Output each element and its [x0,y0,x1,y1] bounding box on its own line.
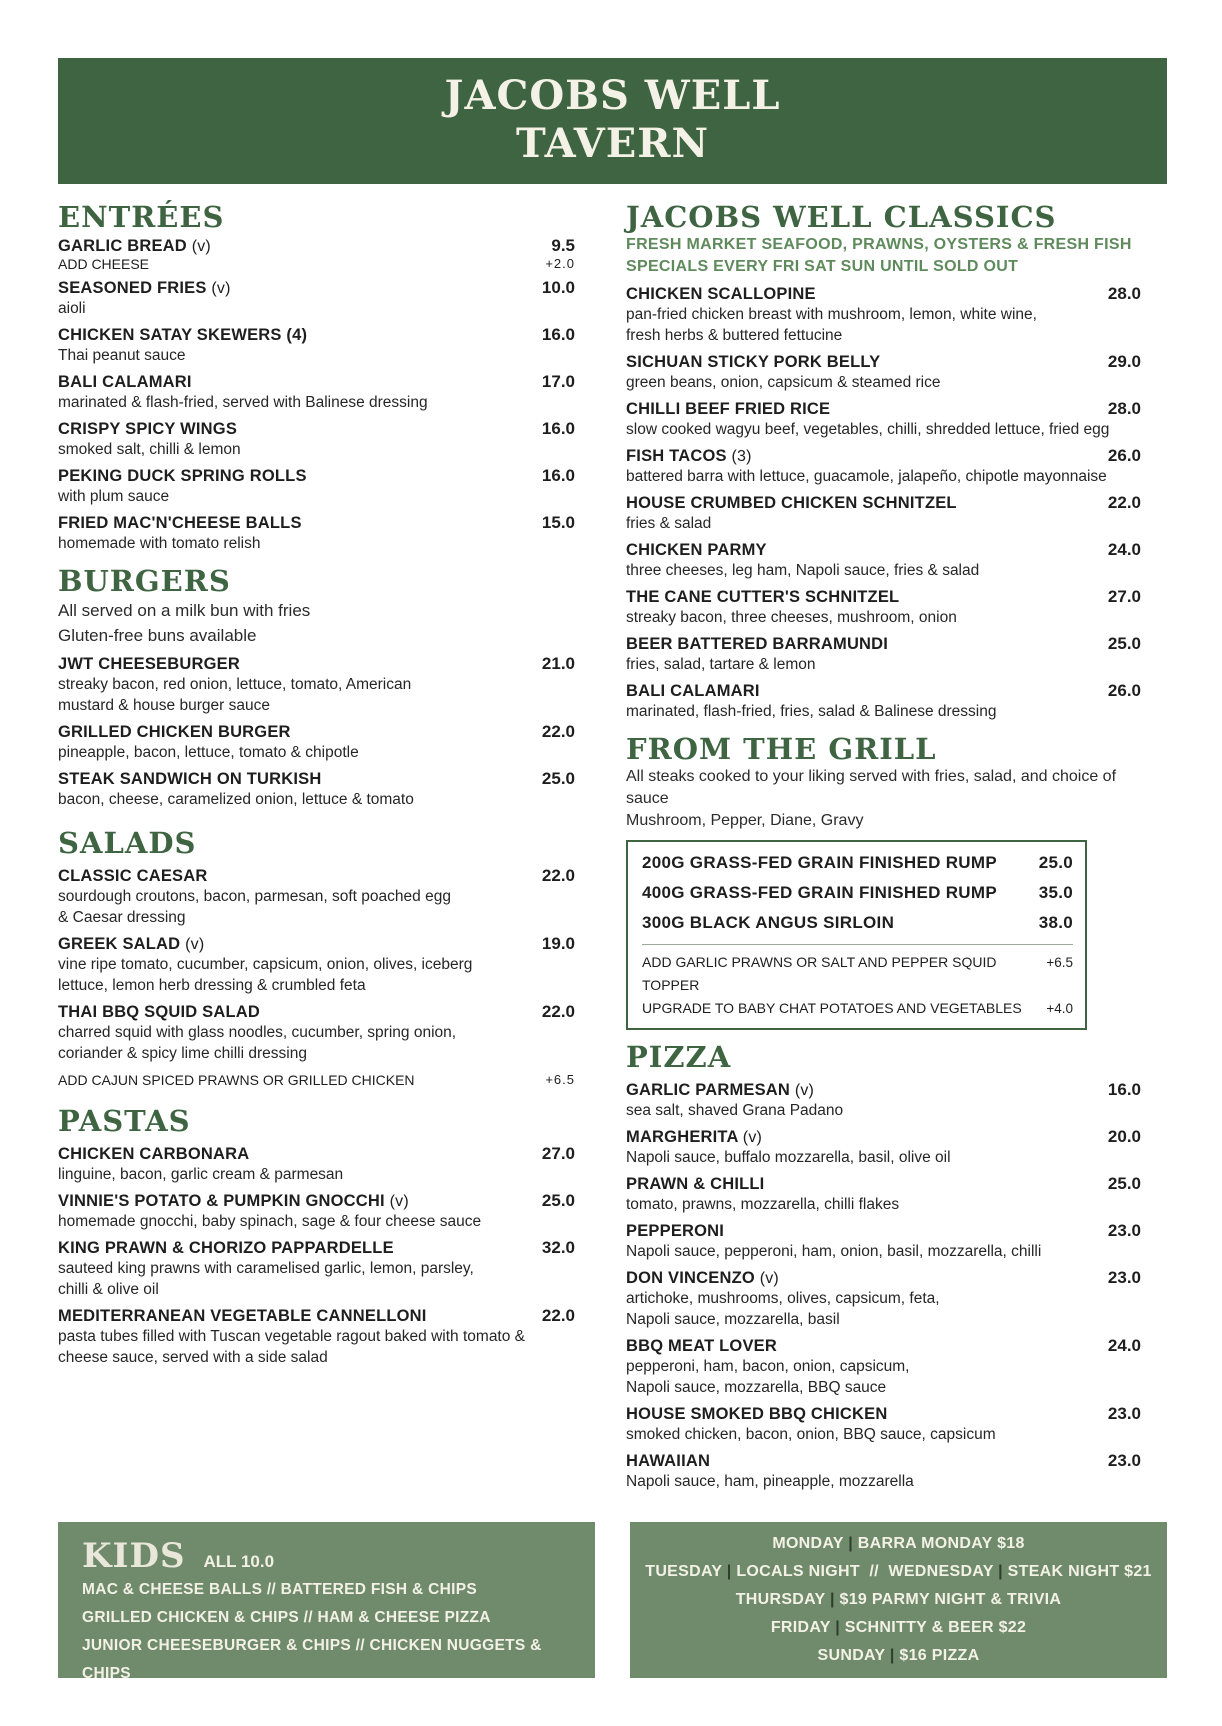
item-name: THE CANE CUTTER'S SCHNITZEL [626,588,900,606]
item-price: 32.0 [541,1238,575,1257]
menu-item [626,446,1141,487]
menu-item [58,372,575,413]
item-name: CHICKEN SCALLOPINE [626,285,816,303]
item-name: GARLIC BREAD [58,237,187,255]
menu-item [58,769,575,810]
addon-price: +2.0 [545,256,575,271]
divider [642,944,1073,945]
item-desc: aioli [58,300,86,317]
special-sunday: SUNDAY | $16 PIZZA [817,1647,980,1664]
item-name: BALI CALAMARI [626,682,760,700]
item-desc: fries, salad, tartare & lemon [626,656,816,673]
menu-item [626,399,1141,440]
item-desc: Napoli sauce, buffalo mozzarella, basil, olive oil [626,1149,951,1166]
item-name: MARGHERITA [626,1128,738,1146]
item-name: FISH TACOS [626,447,727,465]
item-name: THAI BBQ SQUID SALAD [58,1003,260,1021]
addon-label: UPGRADE TO BABY CHAT POTATOES AND VEGETABLES [642,1000,1022,1016]
item-price: 28.0 [1107,399,1141,418]
item-desc: bacon, cheese, caramelized onion, lettuce & tomato [58,791,414,808]
menu-item [58,236,575,272]
item-desc: battered barra with lettuce, guacamole, jalapeño, chipotle mayonnaise [626,468,1107,485]
special-friday: FRIDAY | SCHNITTY & BEER $22 [770,1619,1027,1636]
menu-item [58,1191,575,1232]
item-price: 10.0 [541,278,575,297]
right-column [626,200,1141,1492]
item-price: 29.0 [1107,352,1141,371]
item-name: 400G GRASS-FED GRAIN FINISHED RUMP [642,883,997,902]
item-name: GRILLED CHICKEN BURGER [58,723,291,741]
item-price: 15.0 [541,513,575,532]
item-name: HAWAIIAN [626,1452,711,1470]
item-desc: Napoli sauce, ham, pineapple, mozzarella [626,1473,914,1490]
item-price: 16.0 [541,325,575,344]
item-price: 16.0 [541,419,575,438]
item-name: CLASSIC CAESAR [58,867,208,885]
menu-item [58,1002,575,1064]
menu-item [626,1221,1141,1262]
menu-item [626,1080,1141,1121]
item-name: MEDITERRANEAN VEGETABLE CANNELLONI [58,1307,427,1325]
item-price: 38.0 [1038,913,1073,932]
item-price: 22.0 [1107,493,1141,512]
item-price: 25.0 [1038,853,1073,872]
menu-item [58,934,575,996]
item-price: 16.0 [541,466,575,485]
item-desc: artichoke, mushrooms, olives, capsicum, feta, Napoli sauce, mozzarella, basil [626,1290,940,1328]
item-price: 16.0 [1107,1080,1141,1099]
item-name: CHICKEN CARBONARA [58,1145,250,1163]
menu-item [58,866,575,928]
left-column [58,200,575,1368]
menu-item [626,1451,1141,1492]
item-desc: with plum sauce [58,488,170,505]
item-name: VINNIE'S POTATO & PUMPKIN GNOCCHI [58,1192,385,1210]
menu-item [58,654,575,716]
menu-item [626,634,1141,675]
kids-line: GRILLED CHICKEN & CHIPS // HAM & CHEESE PIZZA [82,1609,491,1626]
item-desc: pineapple, bacon, lettuce, tomato & chipotle [58,744,359,761]
menu-item [58,1306,575,1368]
kids-price: ALL 10.0 [203,1552,275,1571]
menu-item [626,284,1141,346]
item-name: CHICKEN PARMY [626,541,767,559]
item-veg: (v) [191,238,211,255]
menu-header [58,58,1167,184]
item-name: FRIED MAC'N'CHEESE BALLS [58,514,302,532]
special-monday: MONDAY | BARRA MONDAY $18 [772,1535,1025,1552]
item-desc: homemade with tomato relish [58,535,261,552]
item-price: 22.0 [541,1002,575,1021]
item-price: 26.0 [1107,446,1141,465]
salad-addon [58,1072,575,1088]
item-desc: sourdough croutons, bacon, parmesan, soft poached egg & Caesar dressing [58,888,451,926]
item-desc: marinated, flash-fried, fries, salad & Balinese dressing [626,703,997,720]
classics-subtitle-2: SPECIALS EVERY FRI SAT SUN UNTIL SOLD OUT [626,258,1019,275]
item-price: 23.0 [1107,1221,1141,1240]
item-price: 35.0 [1038,883,1073,902]
item-price: 17.0 [541,372,575,391]
item-veg: (v) [389,1193,409,1210]
item-desc: fries & salad [626,515,712,532]
item-name: 200G GRASS-FED GRAIN FINISHED RUMP [642,853,997,872]
menu-item [58,1238,575,1300]
item-name: CHILLI BEEF FRIED RICE [626,400,831,418]
item-name: GREEK SALAD [58,935,181,953]
item-veg: (v) [742,1129,763,1146]
pastas-title: PASTAS [58,1104,191,1138]
grill-sauces: Mushroom, Pepper, Diane, Gravy [626,812,864,829]
restaurant-name-line1: JACOBS WELL [444,72,781,119]
menu-item [58,419,575,460]
item-price: 23.0 [1107,1451,1141,1470]
kids-title: KIDS [82,1536,186,1576]
grill-addon [642,997,1073,1020]
item-name: DON VINCENZO [626,1269,755,1287]
item-desc: sauteed king prawns with caramelised garlic, lemon, parsley, chilli & olive oil [58,1260,474,1298]
menu-item [58,513,575,554]
restaurant-name-line2: TAVERN [515,120,710,167]
item-name: GARLIC PARMESAN [626,1081,791,1099]
grill-note: All steaks cooked to your liking served with fries, salad, and choice of sauce [626,768,1117,807]
item-price: 20.0 [1107,1127,1141,1146]
addon-label: ADD CHEESE [58,256,150,272]
weekly-specials-panel [630,1522,1167,1678]
item-desc: charred squid with glass noodles, cucumber, spring onion, coriander & spicy lime chilli dressing [58,1024,457,1062]
menu-item [626,587,1141,628]
item-name: PRAWN & CHILLI [626,1175,765,1193]
item-price: 26.0 [1107,681,1141,700]
burgers-note-gf: Gluten-free buns available [58,626,257,645]
item-price: 22.0 [541,722,575,741]
item-name: SICHUAN STICKY PORK BELLY [626,353,881,371]
grill-item [642,878,1073,908]
item-price: 25.0 [541,1191,575,1210]
grill-addon [642,951,1073,997]
item-desc: vine ripe tomato, cucumber, capsicum, onion, olives, iceberg lettuce, lemon herb dressing & crumbled feta [58,956,473,994]
item-desc: streaky bacon, red onion, lettuce, tomato, American mustard & house burger sauce [58,676,412,714]
item-price: 24.0 [1107,540,1141,559]
item-desc: green beans, onion, capsicum & steamed rice [626,374,941,391]
menu-item [626,493,1141,534]
item-name: KING PRAWN & CHORIZO PAPPARDELLE [58,1239,394,1257]
menu-item [626,352,1141,393]
item-name: PEKING DUCK SPRING ROLLS [58,467,307,485]
addon-price: +6.5 [545,1072,575,1087]
menu-item [626,1336,1141,1398]
item-name: 300G BLACK ANGUS SIRLOIN [642,913,895,932]
item-desc: pan-fried chicken breast with mushroom, lemon, white wine, fresh herbs & buttered fettucine [626,306,1037,344]
entrees-title: ENTRÉES [58,200,225,234]
addon-label: ADD CAJUN SPICED PRAWNS OR GRILLED CHICKEN [58,1072,415,1088]
addon-price: +6.5 [1046,955,1073,970]
item-name: JWT CHEESEBURGER [58,655,240,673]
item-veg: (v) [211,280,231,297]
item-desc: smoked salt, chilli & lemon [58,441,241,458]
item-name: HOUSE CRUMBED CHICKEN SCHNITZEL [626,494,957,512]
menu-item [58,466,575,507]
menu-item [626,1268,1141,1330]
pizza-title: PIZZA [626,1040,732,1074]
classics-subtitle-1: FRESH MARKET SEAFOOD, PRAWNS, OYSTERS & FRESH FISH [626,236,1132,253]
salads-title: SALADS [58,826,197,860]
special-thursday: THURSDAY | $19 PARMY NIGHT & TRIVIA [735,1591,1062,1608]
item-price: 28.0 [1107,284,1141,303]
item-price: 22.0 [541,1306,575,1325]
item-desc: sea salt, shaved Grana Padano [626,1102,844,1119]
burgers-title: BURGERS [58,564,231,598]
special-tuesday-wednesday: TUESDAY | LOCALS NIGHT // WEDNESDAY | STEAK NIGHT $21 [645,1563,1152,1580]
item-price: 27.0 [541,1144,575,1163]
addon-label: ADD GARLIC PRAWNS OR SALT AND PEPPER SQUID TOPPER [642,954,997,993]
item-price: 9.5 [551,236,575,255]
item-price: 24.0 [1107,1336,1141,1355]
grill-title: FROM THE GRILL [626,732,937,766]
item-price: 19.0 [541,934,575,953]
kids-panel [58,1522,595,1682]
menu-item [58,278,575,319]
menu-item [626,1404,1141,1445]
item-price: 21.0 [541,654,575,673]
item-name: CHICKEN SATAY SKEWERS (4) [58,326,308,344]
item-name: BEER BATTERED BARRAMUNDI [626,635,889,653]
addon-price: +4.0 [1046,1001,1073,1016]
item-name: SEASONED FRIES [58,279,207,297]
item-price: 23.0 [1107,1404,1141,1423]
item-veg: (3) [731,448,752,465]
burgers-note: All served on a milk bun with fries [58,601,311,620]
grill-box [626,840,1087,1030]
menu-item [58,325,575,366]
item-price: 25.0 [1107,1174,1141,1193]
item-desc: slow cooked wagyu beef, vegetables, chilli, shredded lettuce, fried egg [626,421,1110,438]
item-price: 22.0 [541,866,575,885]
kids-line: JUNIOR CHEESEBURGER & CHIPS // CHICKEN NUGGETS & CHIPS [82,1637,542,1682]
grill-item [642,908,1073,938]
item-name: PEPPERONI [626,1222,725,1240]
menu-item [58,1144,575,1185]
item-desc: three cheeses, leg ham, Napoli sauce, fries & salad [626,562,980,579]
item-desc: Napoli sauce, pepperoni, ham, onion, basil, mozzarella, chilli [626,1243,1042,1260]
menu-item [626,540,1141,581]
item-name: BBQ MEAT LOVER [626,1337,777,1355]
item-desc: smoked chicken, bacon, onion, BBQ sauce, capsicum [626,1426,996,1443]
item-desc: homemade gnocchi, baby spinach, sage & four cheese sauce [58,1213,482,1230]
kids-line: MAC & CHEESE BALLS // BATTERED FISH & CHIPS [82,1581,477,1598]
item-desc: pasta tubes filled with Tuscan vegetable ragout baked with tomato & cheese sauce, served with a side salad [58,1328,526,1366]
item-name: BALI CALAMARI [58,373,192,391]
menu-item [626,681,1141,722]
item-desc: marinated & flash-fried, served with Balinese dressing [58,394,428,411]
item-name: STEAK SANDWICH ON TURKISH [58,770,322,788]
menu-item [58,722,575,763]
item-veg: (v) [185,936,205,953]
item-veg: (v) [759,1270,779,1287]
item-name: CRISPY SPICY WINGS [58,420,238,438]
menu-item [626,1127,1141,1168]
item-desc: streaky bacon, three cheeses, mushroom, onion [626,609,957,626]
item-veg: (v) [794,1082,815,1099]
classics-title: JACOBS WELL CLASSICS [626,200,1057,234]
item-price: 25.0 [1107,634,1141,653]
item-desc: tomato, prawns, mozzarella, chilli flakes [626,1196,900,1213]
item-price: 23.0 [1107,1268,1141,1287]
menu-item [626,1174,1141,1215]
item-desc: pepperoni, ham, bacon, onion, capsicum, Napoli sauce, mozzarella, BBQ sauce [626,1358,910,1396]
item-price: 25.0 [541,769,575,788]
item-name: HOUSE SMOKED BBQ CHICKEN [626,1405,888,1423]
grill-item [642,848,1073,878]
item-desc: Thai peanut sauce [58,347,186,364]
item-price: 27.0 [1107,587,1141,606]
item-desc: linguine, bacon, garlic cream & parmesan [58,1166,344,1183]
